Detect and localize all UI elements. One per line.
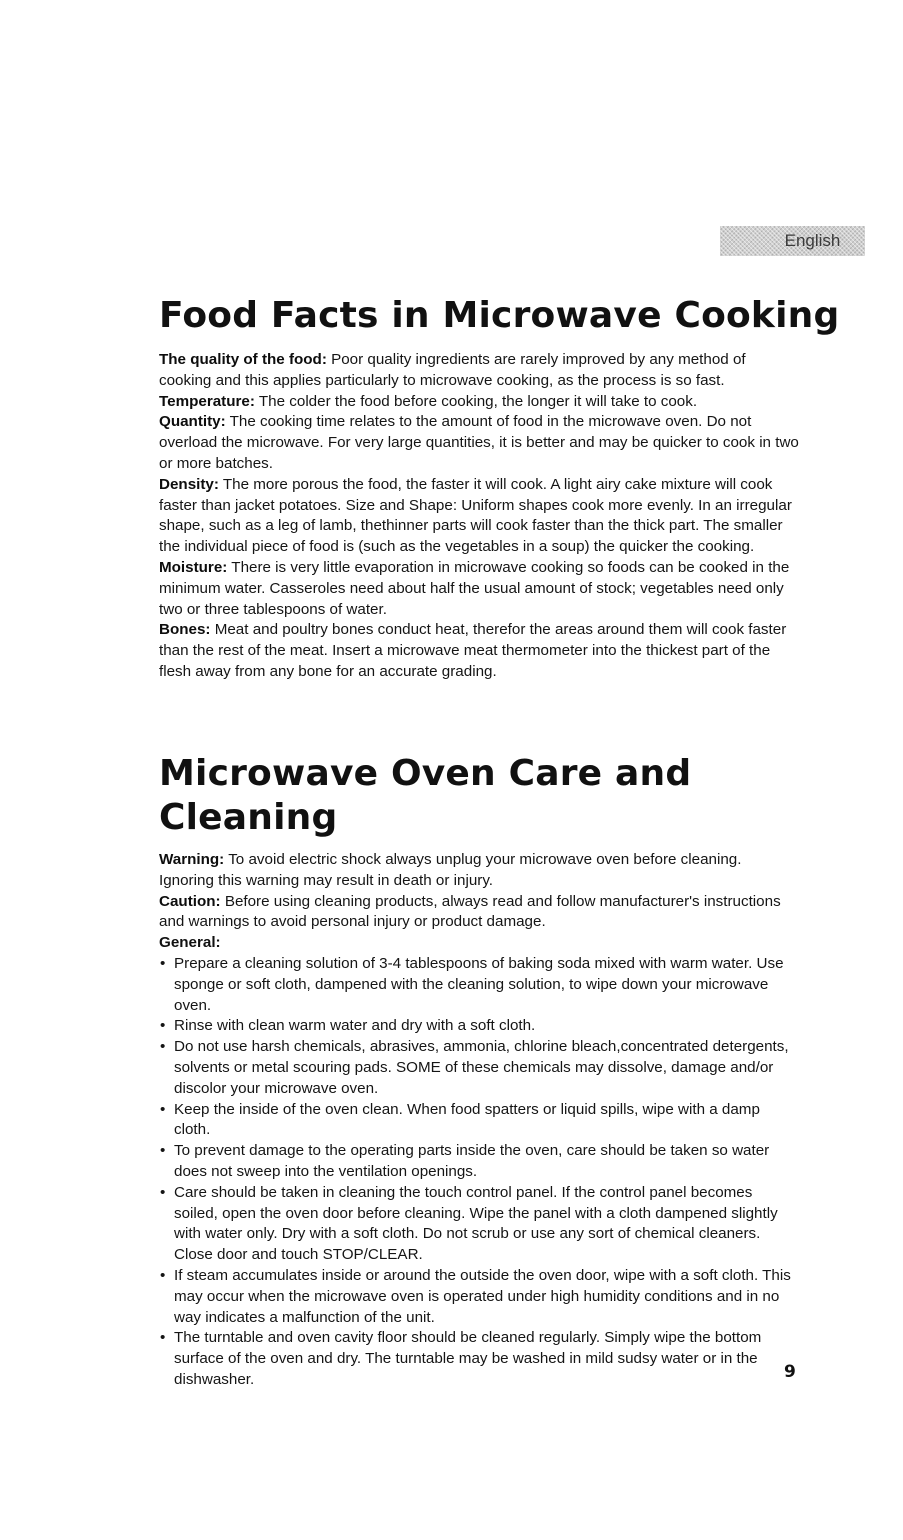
general-heading: General: <box>159 934 221 952</box>
paragraph-warning <box>159 850 799 892</box>
term-quantity: Quantity: <box>159 413 226 431</box>
text-quality: Poor quality ingredients are rarely improved by any method of cooking and this applies particularly to microwave cooking, as the process is so fast. <box>159 351 746 389</box>
paragraph-bones <box>159 620 799 682</box>
text-caution: Before using cleaning products, always read and follow manufacturer's instructions and warnings to avoid personal injury or product damage. <box>159 892 781 931</box>
term-caution: Caution: <box>159 892 221 910</box>
term-quality: The quality of the food: <box>159 351 327 368</box>
term-warning: Warning: <box>159 851 225 868</box>
section-title-care-cleaning: Microwave Oven Care and Cleaning <box>159 753 692 838</box>
term-density: Density: <box>159 475 219 493</box>
text-temperature: The colder the food before cooking, the longer it will take to cook. <box>254 392 698 410</box>
text-warning: To avoid electric shock always unplug your microwave oven before cleaning. Ignoring this warning may result in death or injury. <box>159 851 742 889</box>
paragraph-quality <box>159 350 799 392</box>
list-item: • If steam accumulates inside or around the outside the oven door, wipe with a soft cloth. This may occur when the microwave oven is operated under high humidity conditions and in no way indicates a malfunction of the unit. <box>159 1266 799 1328</box>
section-title-food-facts: Food Facts in Microwave Cooking <box>159 295 840 336</box>
text-bones: Meat and poultry bones conduct heat, therefor the areas around them will cook faster than the rest of the meat. Insert a microwave meat thermometer into the thickest part of the flesh away from any bone for an accurate grading. <box>159 621 787 680</box>
paragraph-moisture <box>159 558 799 620</box>
list-item: • The turntable and oven cavity floor should be cleaned regularly. Simply wipe the bottom surface of the oven and dry. The turntable may be washed in mild sudsy water or in the dishwasher. <box>159 1328 774 1390</box>
paragraph-density <box>159 475 799 558</box>
care-cleaning-body <box>159 850 799 1391</box>
list-item: • Care should be taken in cleaning the touch control panel. If the control panel becomes soiled, open the oven door before cleaning. Wipe the panel with a cloth dampened slightly with water only. Dry with a soft cloth. Do not scrub or use any sort of chemical cleaners. Close door and touch STOP/CLEAR. <box>159 1183 799 1266</box>
food-facts-body <box>159 350 799 683</box>
text-density: The more porous the food, the faster it will cook. A light airy cake mixture will cook faster than jacket potatoes. Size and Shape: Uniform shapes cook more evenly. In an irregular shape, such as a leg of lamb, thethinner parts will cook faster than the thick part. The smaller the individual piece of food is (such as the vegetables in a soup) the quicker the cooking. <box>159 475 792 556</box>
paragraph-caution <box>159 892 799 934</box>
language-tab <box>720 226 865 256</box>
cleaning-bullet-list <box>159 954 799 1391</box>
paragraph-quantity <box>159 412 799 474</box>
term-bones: Bones: <box>159 621 211 639</box>
term-temperature: Temperature: <box>159 392 255 410</box>
text-moisture: There is very little evaporation in microwave cooking so foods can be cooked in the minimum water. Casseroles need about half the usual amount of stock; vegetables need only two or three tablespoons of water. <box>159 558 790 618</box>
text-quantity: The cooking time relates to the amount of food in the microwave oven. Do not overload the microwave. For very large quantities, it is better and may be quicker to cook in two or more batches. <box>159 413 799 472</box>
list-item: • Keep the inside of the oven clean. When food spatters or liquid spills, wipe with a damp cloth. <box>159 1100 799 1142</box>
list-item: • Rinse with clean warm water and dry with a soft cloth. <box>159 1016 799 1037</box>
term-moisture: Moisture: <box>159 558 228 576</box>
page-number: 9 <box>784 1362 796 1382</box>
list-item: • Prepare a cleaning solution of 3-4 tablespoons of baking soda mixed with warm water. Use sponge or soft cloth, dampened with the cleaning solution, to wipe down your microwave oven. <box>159 954 799 1016</box>
paragraph-temperature <box>159 392 799 413</box>
list-item: • Do not use harsh chemicals, abrasives, ammonia, chlorine bleach,concentrated detergents, solvents or metal scouring pads. SOME of these chemicals may dissolve, damage and/or discolor your microwave oven. <box>159 1037 799 1099</box>
language-tab-label: English <box>784 231 841 250</box>
list-item: • To prevent damage to the operating parts inside the oven, care should be taken so water does not sweep into the ventilation openings. <box>159 1141 799 1183</box>
